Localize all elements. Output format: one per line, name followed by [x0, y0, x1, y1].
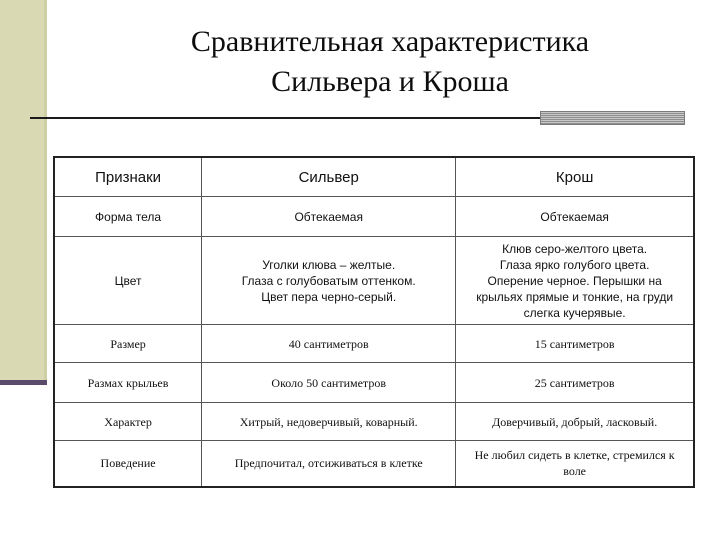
- table-row-character: [54, 403, 694, 441]
- cell-line: Цвет пера черно-серый.: [261, 289, 397, 304]
- header-cell-krosh: Крош: [456, 157, 694, 197]
- feature-cell: Характер: [54, 403, 202, 441]
- silver-cell: [202, 403, 456, 441]
- table-header-row: [54, 157, 694, 197]
- feature-cell: Размах крыльев: [54, 363, 202, 403]
- slide-title: [110, 22, 670, 102]
- cell-line: Обтекаемая: [540, 209, 609, 224]
- silver-cell: [202, 441, 456, 487]
- krosh-cell: [456, 325, 694, 363]
- slide-side-band-edge: [44, 0, 47, 385]
- cell-line: Глаза ярко голубого цвета.: [499, 257, 650, 272]
- comparison-table: [53, 156, 695, 488]
- cell-line: Клюв серо-желтого цвета.: [502, 241, 648, 256]
- cell-line: Хитрый, недоверчивый, коварный.: [239, 414, 418, 429]
- feature-cell: Форма тела: [54, 197, 202, 237]
- slide-side-band-cap: [0, 380, 47, 385]
- header-cell-features: Признаки: [54, 157, 202, 197]
- slide-title-line-2: Сильвера и Кроша: [271, 65, 509, 98]
- table-row-color: [54, 237, 694, 325]
- silver-cell: [202, 363, 456, 403]
- cell-line: Глаза с голубоватым оттенком.: [241, 273, 416, 288]
- cell-line: 40 сантиметров: [288, 336, 369, 351]
- krosh-cell: [456, 441, 694, 487]
- cell-line: слегка кучерявые.: [523, 305, 626, 320]
- header-cell-silver: Сильвер: [202, 157, 456, 197]
- slide-side-band: [0, 0, 47, 385]
- cell-line: Доверчивый, добрый, ласковый.: [492, 414, 658, 429]
- cell-line: воле: [563, 464, 587, 479]
- silver-cell: [202, 197, 456, 237]
- krosh-cell: [456, 403, 694, 441]
- slide-title-line-1: Сравнительная характеристика: [190, 25, 590, 58]
- table-row-wingspan: [54, 363, 694, 403]
- cell-line: Уголки клюва – желтые.: [262, 257, 396, 272]
- feature-cell: Поведение: [54, 441, 202, 487]
- cell-line: Не любил сидеть в клетке, стремился к: [474, 448, 675, 463]
- krosh-cell: [456, 197, 694, 237]
- krosh-cell: [456, 237, 694, 325]
- table-row-behavior: [54, 441, 694, 487]
- cell-line: Предпочитал, отсиживаться в клетке: [234, 456, 423, 471]
- cell-line: Обтекаемая: [294, 209, 363, 224]
- feature-cell: Размер: [54, 325, 202, 363]
- cell-line: Оперение черное. Перышки на: [487, 273, 662, 288]
- feature-cell: Цвет: [54, 237, 202, 325]
- table-row-size: [54, 325, 694, 363]
- silver-cell: [202, 325, 456, 363]
- krosh-cell: [456, 363, 694, 403]
- title-decoration: [540, 111, 685, 125]
- cell-line: Около 50 сантиметров: [271, 375, 386, 390]
- title-underline: [30, 117, 540, 119]
- table-row-body-shape: [54, 197, 694, 237]
- cell-line: крыльях прямые и тонкие, на груди: [476, 289, 674, 304]
- cell-line: 25 сантиметров: [534, 375, 615, 390]
- cell-line: 15 сантиметров: [534, 336, 615, 351]
- silver-cell: [202, 237, 456, 325]
